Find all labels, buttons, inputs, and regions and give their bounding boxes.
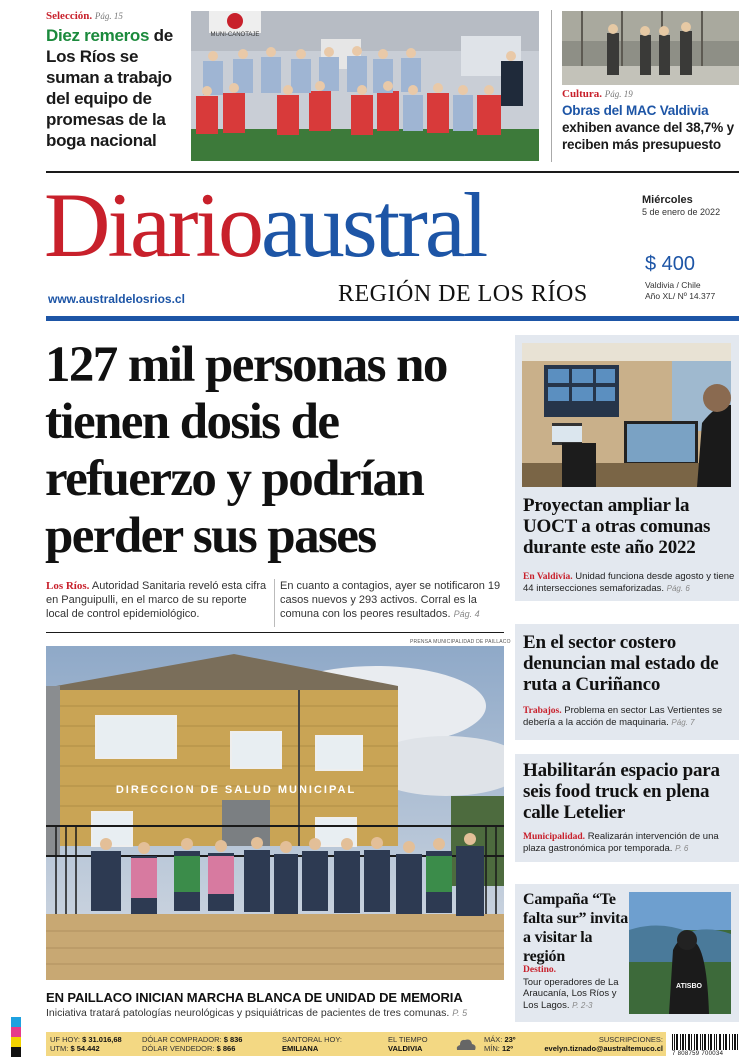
issue-edition: Año XL/ Nº 14.377 xyxy=(645,291,716,301)
masthead-region: REGIÓN DE LOS RÍOS xyxy=(338,281,588,307)
lead-col-1: Los Ríos. Autoridad Sanitaria reveló esta cifra en Panguipulli, en el marco de su reporte local de control epidemiológico. xyxy=(46,580,267,620)
jacket-label: ATISBO xyxy=(676,983,702,990)
building-sign: DIRECCION DE SALUD MUNICIPAL xyxy=(115,784,357,796)
mac-photo xyxy=(562,11,739,85)
side-story-curinanco[interactable] xyxy=(515,622,739,740)
ticker-temperature: MÁX: 23º MÍN: 12º xyxy=(484,1035,516,1053)
side-headline: Habilitarán espacio para seis food truck en plena calle Letelier xyxy=(523,760,720,823)
teaser-kicker: Cultura. Pág. 19 xyxy=(562,88,633,100)
masthead-rule xyxy=(46,171,739,173)
side-text: En Valdivia. Unidad funciona desde agosto y tiene 44 intersecciones semaforizadas. Pág. 6 xyxy=(523,571,735,594)
masthead-bar xyxy=(46,316,739,321)
lead-headline[interactable]: 127 mil personas no tienen dosis de refuerzo y podrían perder sus pases xyxy=(45,337,447,564)
teaser-remeros[interactable] xyxy=(46,10,188,151)
side-story-uoct[interactable] xyxy=(515,333,739,601)
teaser-kicker: Selección. Pág. 15 xyxy=(46,10,123,22)
side-text: Trabajos. Problema en sector Las Vertientes se debería a la acción de maquinaria. Pág. 7 xyxy=(523,705,723,728)
side-headline: Campaña “Te falta sur” invita a visitar la región xyxy=(523,891,629,965)
side-text: Municipalidad. Realizarán intervención de una plaza gastronómica por temporada. P. 6 xyxy=(523,831,719,854)
masthead-url[interactable]: www.australdelosrios.cl xyxy=(48,292,185,306)
issue-city: Valdivia / Chile xyxy=(645,280,701,290)
teaser-mac[interactable] xyxy=(562,88,742,153)
photo-caption-headline[interactable]: EN PAILLACO INICIAN MARCHA BLANCA DE UNIDAD DE MEMORIA xyxy=(46,990,463,1005)
teaser-headline: Obras del MAC Valdivia exhiben avance del 38,7% y reciben más presupuesto xyxy=(562,103,734,152)
paillaco-photo xyxy=(46,646,504,980)
ticker-santoral: SANTORAL HOY: EMILIANA xyxy=(282,1035,343,1053)
side-story-foodtruck[interactable] xyxy=(515,752,739,862)
club-logo-text: MUNI-CANOTAJE xyxy=(210,32,260,38)
photo-caption-text: Iniciativa tratará patologías neurológicas y psiquiátricas de pacientes de tres comunas. P. 5 xyxy=(46,1007,468,1019)
barcode xyxy=(672,1034,738,1050)
ticker-subscriptions[interactable]: SUSCRIPCIONES: evelyn.tiznado@australtemuco.cl xyxy=(544,1035,663,1053)
ticker-dolar: DÓLAR COMPRADOR: $ 836 DÓLAR VENDEDOR: $ 866 xyxy=(142,1035,243,1053)
side-headline: Proyectan ampliar la UOCT a otras comunas durante este año 2022 xyxy=(523,495,711,558)
cloud-icon xyxy=(455,1036,477,1052)
uoct-photo xyxy=(522,343,731,487)
barcode-number: 7 808759 700034 xyxy=(672,1051,724,1057)
issue-date: 5 de enero de 2022 xyxy=(642,207,721,217)
photo-credit: PRENSA MUNICIPALIDAD DE PAILLACO xyxy=(410,639,511,645)
color-registration-bar xyxy=(11,1017,21,1057)
issue-day: Miércoles xyxy=(642,194,693,206)
tefaltasur-photo xyxy=(629,892,731,1014)
divider xyxy=(274,579,275,627)
remeros-photo xyxy=(191,11,539,161)
ticker-uf: UF HOY: $ 31.016,68 UTM: $ 54.442 xyxy=(50,1035,122,1053)
side-text: Destino. Tour operadores de La Araucanía, Los Ríos y Los Lagos. P. 2-3 xyxy=(523,965,619,1011)
teaser-headline: Diez remeros de Los Ríos se suman a trabajo del equipo de promesas de la boga nacional xyxy=(46,26,173,150)
divider xyxy=(46,632,504,633)
ticker-tiempo: EL TIEMPO VALDIVIA xyxy=(388,1035,428,1053)
side-story-tefaltasur[interactable] xyxy=(515,882,739,1022)
divider xyxy=(551,10,552,162)
masthead-logo[interactable]: Diarioaustral xyxy=(44,174,486,276)
side-headline: En el sector costero denuncian mal estado de ruta a Curiñanco xyxy=(523,632,719,695)
issue-price: $ 400 xyxy=(645,253,696,275)
lead-col-2: En cuanto a contagios, ayer se notificaron 19 casos nuevos y 293 activos. Corral es la comuna con los peores resultados. Pág. 4 xyxy=(280,580,501,620)
